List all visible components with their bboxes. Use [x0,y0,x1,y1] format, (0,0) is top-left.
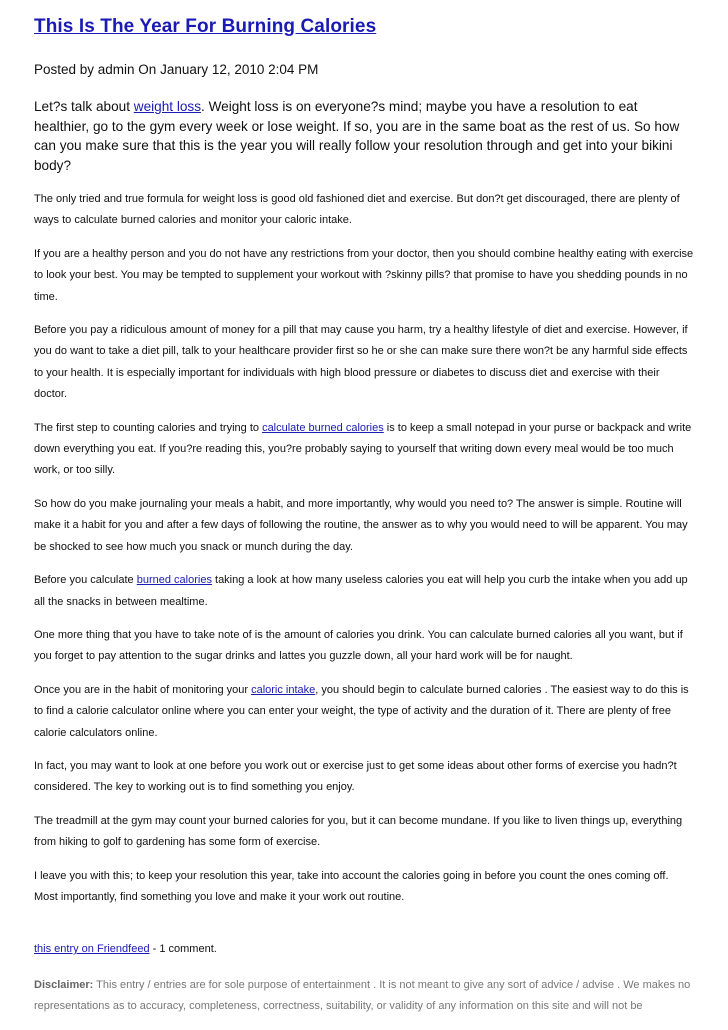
paragraph-text: , you should begin to calculate burned calories . The easiest way to do this is to find a calorie calculator online where you can enter your weight, the type of activity and the duration of it. There are plenty of free calorie calculators online. [34,683,689,739]
paragraph: Before you pay a ridiculous amount of money for a pill that may cause you harm, try a healthy lifestyle of diet and exercise. However, if you do want to take a diet pill, talk to your healthcare provider first so he or she can make sure there won?t be any harmful side effects to your health. It is especially important for individuals with high blood pressure or diabetes to discuss diet and exercise with their doctor. [34,324,688,401]
paragraph-text: The first step to counting calories and trying to [34,421,263,434]
friendfeed-line [34,939,694,960]
weight-loss-link[interactable]: weight loss [133,99,202,114]
paragraph: One more thing that you have to take note of is the amount of calories you drink. You can calculate burned calories all you want, but if you forget to pay attention to the sugar drinks and lattes you guzzle down, all your hard work will be for naught. [34,628,683,663]
paragraph [34,680,694,744]
paragraph: I leave you with this; to keep your resolution this year, take into account the calories going in before you count the ones coming off. Most importantly, find something you love and make it your work out routine. [34,869,669,903]
article-body [34,189,694,908]
friendfeed-link[interactable]: this entry on Friendfeed [34,943,150,956]
paragraph-text: is to keep a small notepad in your purse or backpack and write down everything you eat. If you?re reading this, you?re probably saying to yourself that writing down every meal would be too much work, or too silly. [34,421,692,477]
lead-paragraph [34,97,694,175]
disclaimer [34,975,694,1018]
paragraph-text: taking a look at how many useless calories you eat will help you curb the intake when you add up all the snacks in between mealtime. [34,574,688,608]
caloric-intake-link[interactable]: caloric intake [251,683,316,696]
paragraph: The treadmill at the gym may count your burned calories for you, but it can become mundane. If you like to liven things up, everything from hiking to golf to gardening has some form of exercise. [34,814,683,849]
article [34,14,694,1018]
paragraph: In fact, you may want to look at one before you work out or exercise just to get some ideas about other forms of exercise you hadn?t considered. The key to working out is to find something you enjoy. [34,759,677,794]
paragraph [34,570,694,613]
disclaimer-text: This entry / entries are for sole purpose of entertainment . It is not meant to give any sort of advice / advise . We makes no representations as to accuracy, completeness, correctness, suitability, or validity of any information on this site and will not be [34,978,691,1013]
lead-text-before: Let?s talk about [34,99,134,114]
paragraph-text: Once you are in the habit of monitoring your [34,683,252,696]
paragraph: The only tried and true formula for weight loss is good old fashioned diet and exercise. But don?t get discouraged, there are plenty of ways to calculate burned calories and monitor your caloric intake. [34,193,680,227]
article-title[interactable]: This Is The Year For Burning Calories [34,16,377,37]
post-meta: Posted by admin On January 12, 2010 2:04 PM [34,62,319,77]
paragraph: If you are a healthy person and you do not have any restrictions from your doctor, then you should combine healthy eating with exercise to look your best. You may be tempted to supplement your workout with ?skinny pills? that promise to have you shedding pounds in no time. [34,247,694,303]
paragraph-text: Before you calculate [34,574,137,587]
comment-count: - 1 comment. [149,943,217,956]
calculate-burned-calories-link[interactable]: calculate burned calories [262,421,384,434]
burned-calories-link[interactable]: burned calories [136,574,212,587]
lead-text-after: . Weight loss is on everyone?s mind; maybe you have a resolution to eat healthier, go to the gym every week or lose weight. If so, you are in the same boat as the rest of us. So how can you make sure that this is the year you will really follow your resolution through and get into your bikini body? [34,99,680,173]
disclaimer-label: Disclaimer: [34,978,94,991]
paragraph: So how do you make journaling your meals a habit, and more importantly, why would you need to? The answer is simple. Routine will make it a habit for you and after a few days of following the routine, the answer as to why you would need to will be apparent. You may be shocked to see how much you snack or munch during the day. [34,497,688,553]
paragraph [34,418,694,482]
